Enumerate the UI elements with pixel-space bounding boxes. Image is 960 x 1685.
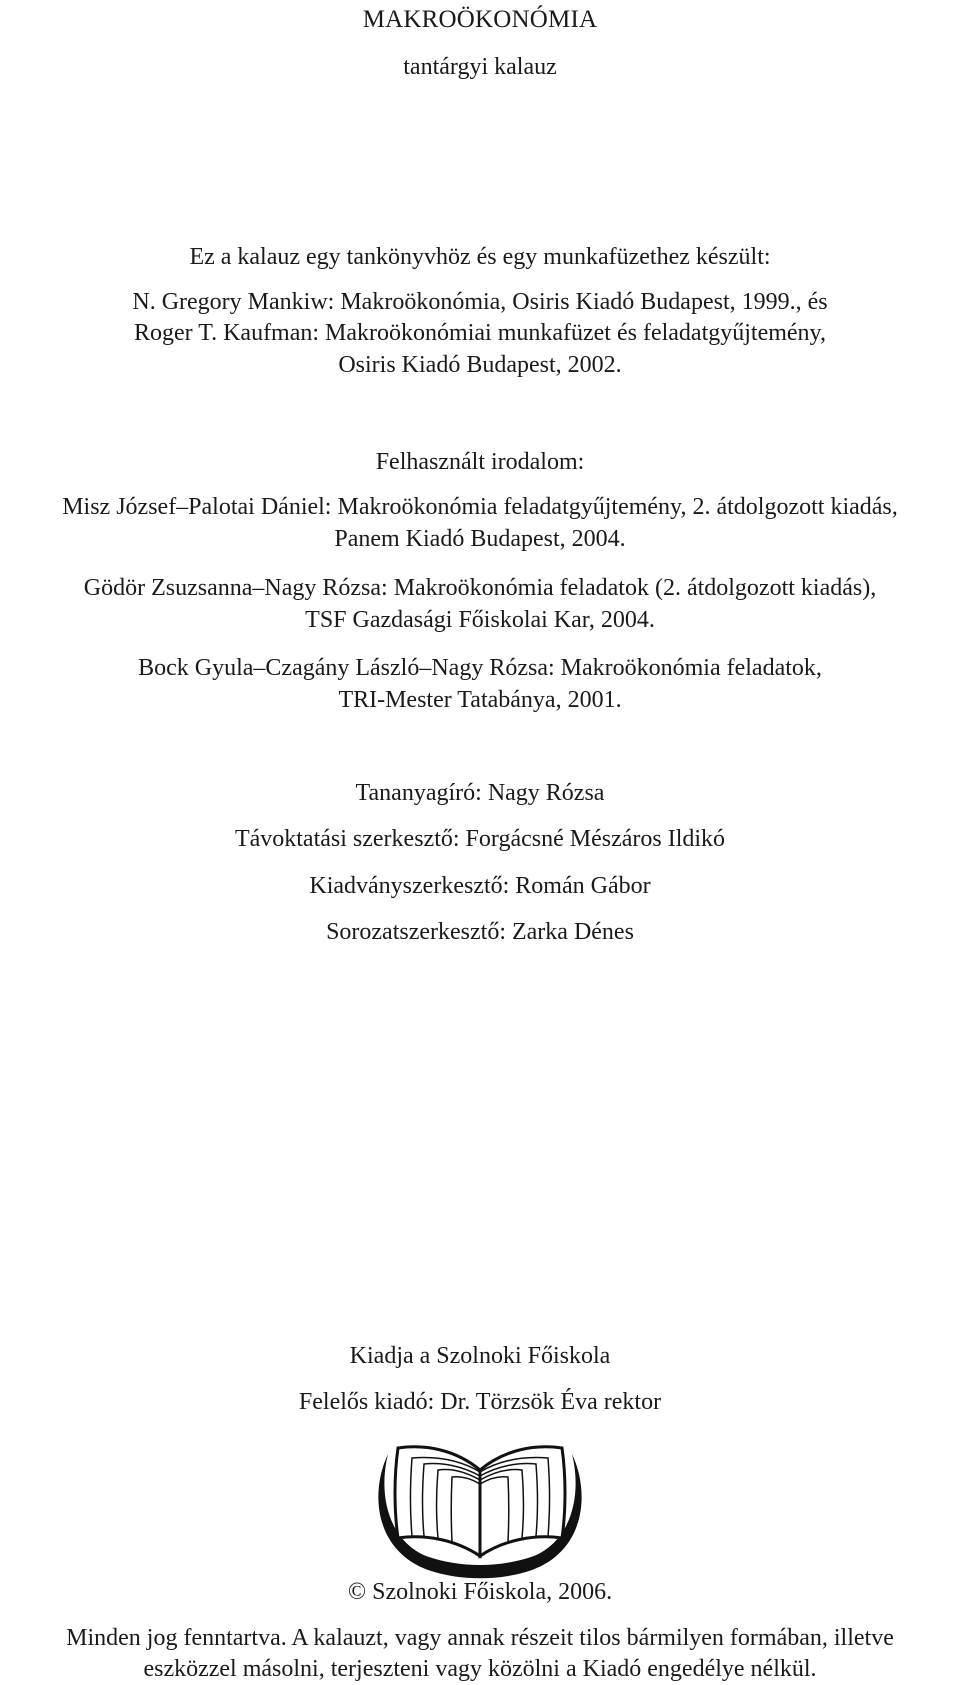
credit-series-editor: Sorozatszerkesztő: Zarka Dénes [326,919,634,945]
document-subtitle: tantárgyi kalauz [403,54,557,80]
document-title: MAKROÖKONÓMIA [362,6,598,33]
credit-author: Tananyagíró: Nagy Rózsa [355,780,605,806]
open-book-icon [368,1432,592,1580]
literature-item-1-line-1: Misz József–Palotai Dániel: Makroökonómia feladatgyűjtemény, 2. átdolgozott kiadás, [62,494,898,520]
sources-intro: Ez a kalauz egy tankönyvhöz és egy munkafüzethez készült: [189,244,771,270]
credit-distance-editor: Távoktatási szerkesztő: Forgácsné Mészáros Ildikó [234,826,726,852]
rights-line-2: eszközzel másolni, terjeszteni vagy közölni a Kiadó engedélye nélkül. [143,1656,817,1682]
copyright-line: © Szolnoki Főiskola, 2006. [347,1579,613,1605]
credit-publication-editor: Kiadványszerkesztő: Román Gábor [309,873,651,899]
literature-heading: Felhasznált irodalom: [375,449,585,475]
rights-line-1: Minden jog fenntartva. A kalauzt, vagy annak részeit tilos bármilyen formában, illetve [66,1625,894,1651]
literature-item-3-line-1: Bock Gyula–Czagány László–Nagy Rózsa: Makroökonómia feladatok, [138,655,822,681]
source-line-2: Roger T. Kaufman: Makroökonómiai munkafüzet és feladatgyűjtemény, [133,320,826,346]
publisher-line: Kiadja a Szolnoki Főiskola [349,1343,611,1369]
responsible-publisher: Felelős kiadó: Dr. Törzsök Éva rektor [298,1389,662,1415]
source-line-1: N. Gregory Mankiw: Makroökonómia, Osiris Kiadó Budapest, 1999., és [132,289,828,315]
source-line-3: Osiris Kiadó Budapest, 2002. [338,352,622,378]
literature-item-2-line-1: Gödör Zsuzsanna–Nagy Rózsa: Makroökonómia feladatok (2. átdolgozott kiadás), [83,575,877,601]
literature-item-1-line-2: Panem Kiadó Budapest, 2004. [334,526,626,552]
literature-item-3-line-2: TRI-Mester Tatabánya, 2001. [338,687,622,713]
literature-item-2-line-2: TSF Gazdasági Főiskolai Kar, 2004. [305,607,655,633]
